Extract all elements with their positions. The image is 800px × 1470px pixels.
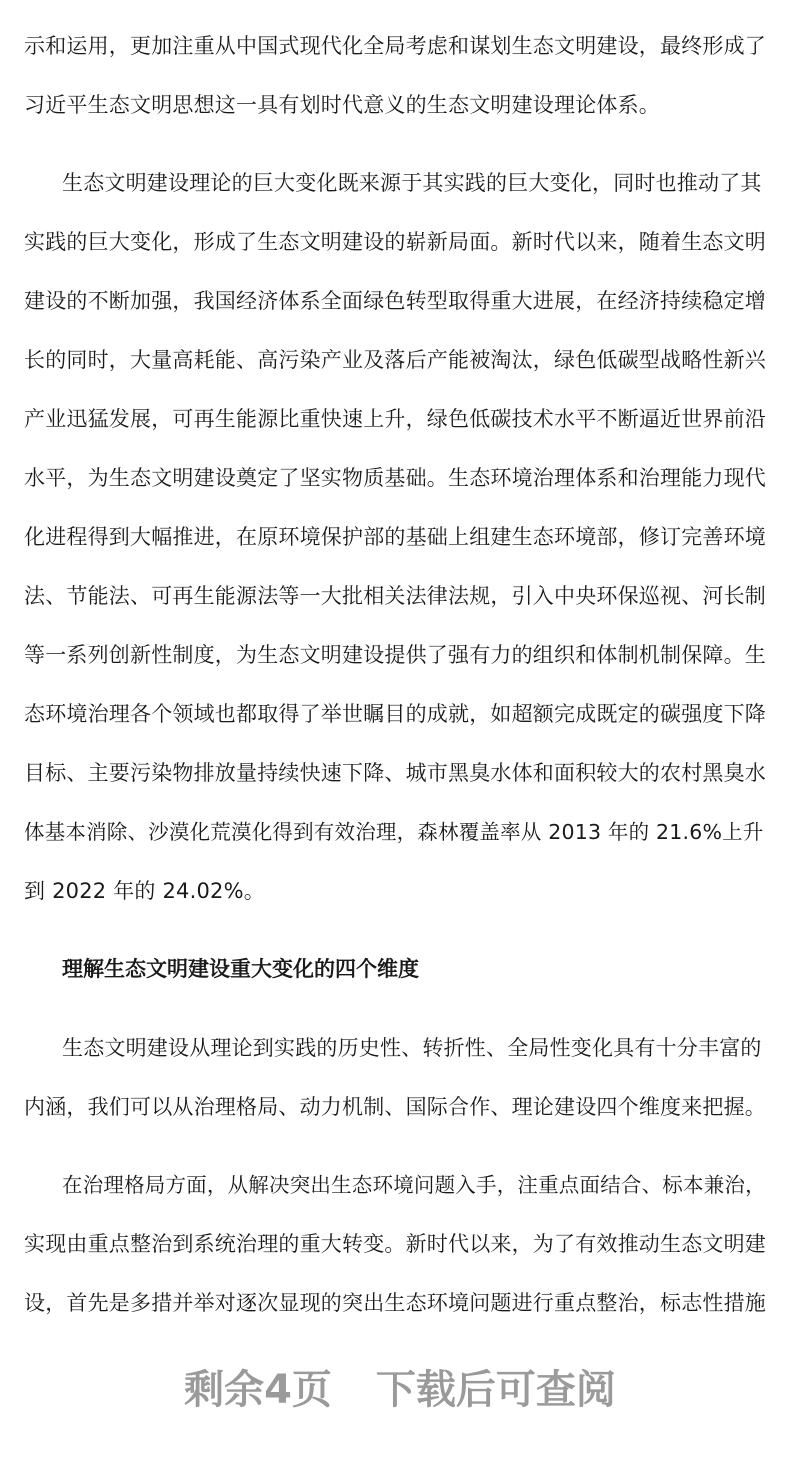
text-line: 法、节能法、可再生能源法等一大批相关法律法规，引入中央环保巡视、河长制 <box>24 584 766 608</box>
text-line: 建设的不断加强，我国经济体系全面绿色转型取得重大进展，在经济持续稳定增 <box>24 289 766 313</box>
text-line: 实现由重点整治到系统治理的重大转变。新时代以来，为了有效推动生态文明建 <box>24 1232 766 1256</box>
text-line: 产业迅猛发展，可再生能源比重快速上升，绿色低碳技术水平不断逼近世界前沿 <box>24 407 766 431</box>
text-line: 在治理格局方面，从解决突出生态环境问题入手，注重点面结合、标本兼治， <box>62 1173 766 1197</box>
text-line: 体基本消除、沙漠化荒漠化得到有效治理，森林覆盖率从 2013 年的 21.6%上升 <box>24 820 764 844</box>
download-prompt <box>0 1365 800 1415</box>
section-heading: 理解生态文明建设重大变化的四个维度 <box>62 957 419 981</box>
text-line: 长的同时，大量高耗能、高污染产业及落后产能被淘汰，绿色低碳型战略性新兴 <box>24 348 766 372</box>
text-line: 生态文明建设理论的巨大变化既来源于其实践的巨大变化，同时也推动了其 <box>62 171 762 195</box>
download-to-view-label[interactable]: 下载后可查阅 <box>375 1367 616 1413</box>
text-line: 设，首先是多措并举对逐次显现的突出生态环境问题进行重点整治，标志性措施 <box>24 1291 766 1315</box>
text-line: 示和运用，更加注重从中国式现代化全局考虑和谋划生态文明建设，最终形成了 <box>24 34 766 58</box>
text-line: 生态文明建设从理论到实践的历史性、转折性、全局性变化具有十分丰富的 <box>62 1036 762 1060</box>
text-line: 态环境治理各个领域也都取得了举世瞩目的成就，如超额完成既定的碳强度下降 <box>24 702 766 726</box>
text-line: 到 2022 年的 24.02%。 <box>24 879 265 903</box>
text-line: 化进程得到大幅推进，在原环境保护部的基础上组建生态环境部，修订完善环境 <box>24 525 766 549</box>
text-line: 目标、主要污染物排放量持续快速下降、城市黑臭水体和面积较大的农村黑臭水 <box>24 761 766 785</box>
text-line: 内涵，我们可以从治理格局、动力机制、国际合作、理论建设四个维度来把握。 <box>24 1095 766 1119</box>
text-line: 水平，为生态文明建设奠定了坚实物质基础。生态环境治理体系和治理能力现代 <box>24 466 766 490</box>
text-line: 习近平生态文明思想这一具有划时代意义的生态文明建设理论体系。 <box>24 93 660 117</box>
text-line: 实践的巨大变化，形成了生态文明建设的崭新局面。新时代以来，随着生态文明 <box>24 230 766 254</box>
remaining-pages-label: 剩余4页 <box>184 1367 332 1413</box>
text-line: 等一系列创新性制度，为生态文明建设提供了强有力的组织和体制机制保障。生 <box>24 643 766 667</box>
